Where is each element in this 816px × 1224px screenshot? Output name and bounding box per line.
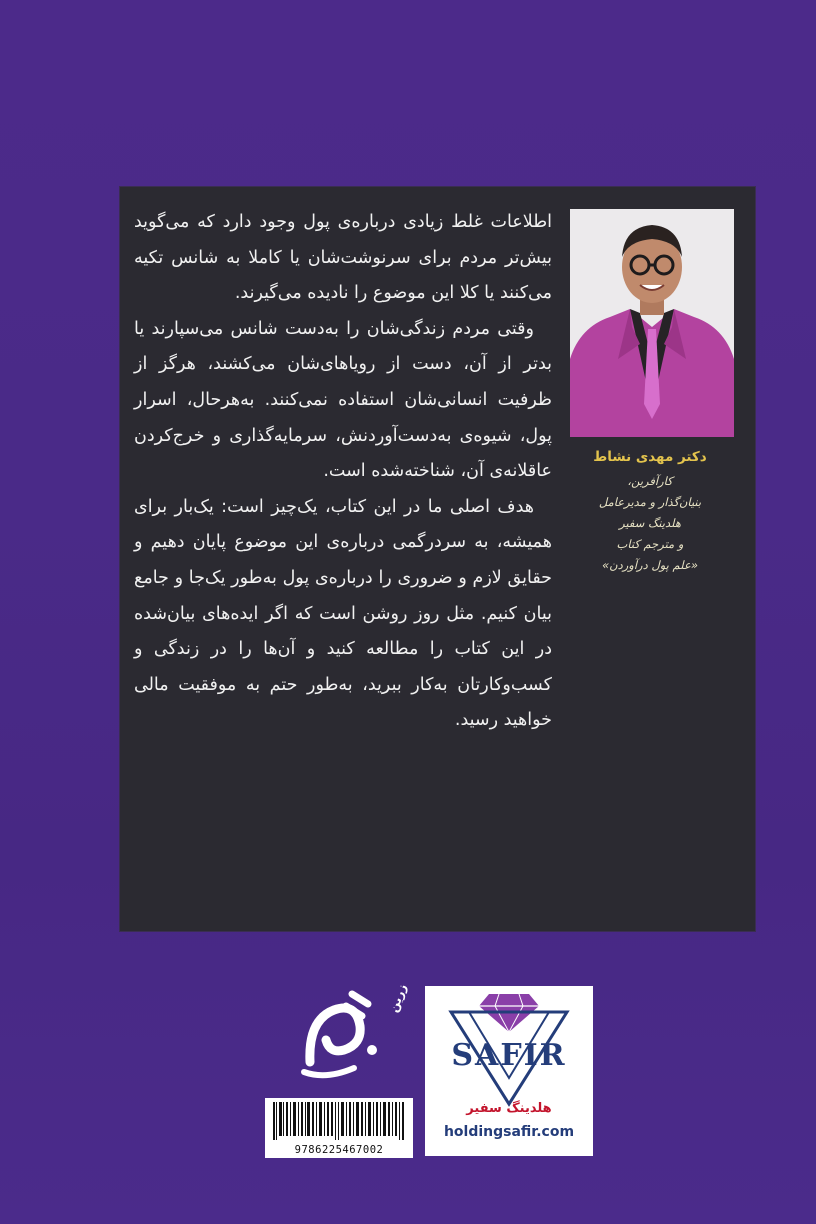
author-title-line: بنیان‌گذار و مدیرعامل (598, 495, 702, 509)
negah-sub-label: زرین (386, 982, 410, 1015)
safir-logo-box (425, 986, 593, 1156)
author-name: دکتر مهدی نشاط (593, 449, 707, 465)
safir-brand-text: SAFIR (451, 1038, 567, 1073)
safir-website: holdingsafir.com (443, 1124, 575, 1140)
blurb-text (134, 205, 552, 739)
blurb-paragraph-3: هدف اصلی ما در این کتاب، یک‌چیز است: یک‌بار برای همیشه، به سردرگمی درباره‌ی این موضوع پایان دهیم و حقایق لازم و ضروری را درباره‌ی پول به‌طور یک‌جا و جامع بیان کنیم. مثل روز روشن است که اگر ایده‌های بیان‌شده در این کتاب را مطالعه کنید و آن‌ها را در زندگی و کسب‌وکارتان به‌کار ببرید، به‌طور حتم به موفقیت مالی خواهید رسید. (134, 496, 552, 731)
author-title-line: و مترجم کتاب (616, 537, 684, 551)
blurb-paragraph-2: وقتی مردم زندگی‌شان را به‌دست شانس می‌سپارند یا بدتر از آن، دست از رویاهای‌شان می‌کشند، هرگز از ظرفیت انسانی‌شان استفاده نمی‌کنند. به‌هرحال، اسرار پول، شیوه‌ی به‌دست‌آوردنش، سرمایه‌گذاری و خرج‌کردن عاقلانه‌ی آن، شناخته‌شده است. (134, 318, 552, 482)
blurb-paragraph-1: اطلاعات غلط زیادی درباره‌ی پول وجود دارد که می‌گوید بیش‌تر مردم برای سرنوشت‌شان یا کاملا به شانس تکیه می‌کنند یا کلا این موضوع را نادیده می‌گیرند. (134, 212, 552, 304)
barcode-bars (265, 1098, 413, 1144)
author-portrait-image (570, 209, 734, 437)
back-cover-panel (120, 187, 755, 931)
negah-logo-text (290, 980, 291, 981)
negah-logo-mark (290, 980, 400, 1090)
author-credits (560, 449, 740, 576)
author-title-line: «علم پول درآوردن» (602, 558, 698, 572)
author-title-line: هلدینگ سفیر (619, 516, 681, 530)
safir-name-fa: هلدینگ سفیر (466, 1101, 552, 1116)
negah-publisher-logo (290, 980, 410, 1090)
author-title-line: کارآفرین، (627, 474, 673, 488)
isbn-barcode (265, 1098, 413, 1158)
isbn-number: 9786225467002 (294, 1144, 384, 1156)
author-photo (570, 209, 734, 437)
